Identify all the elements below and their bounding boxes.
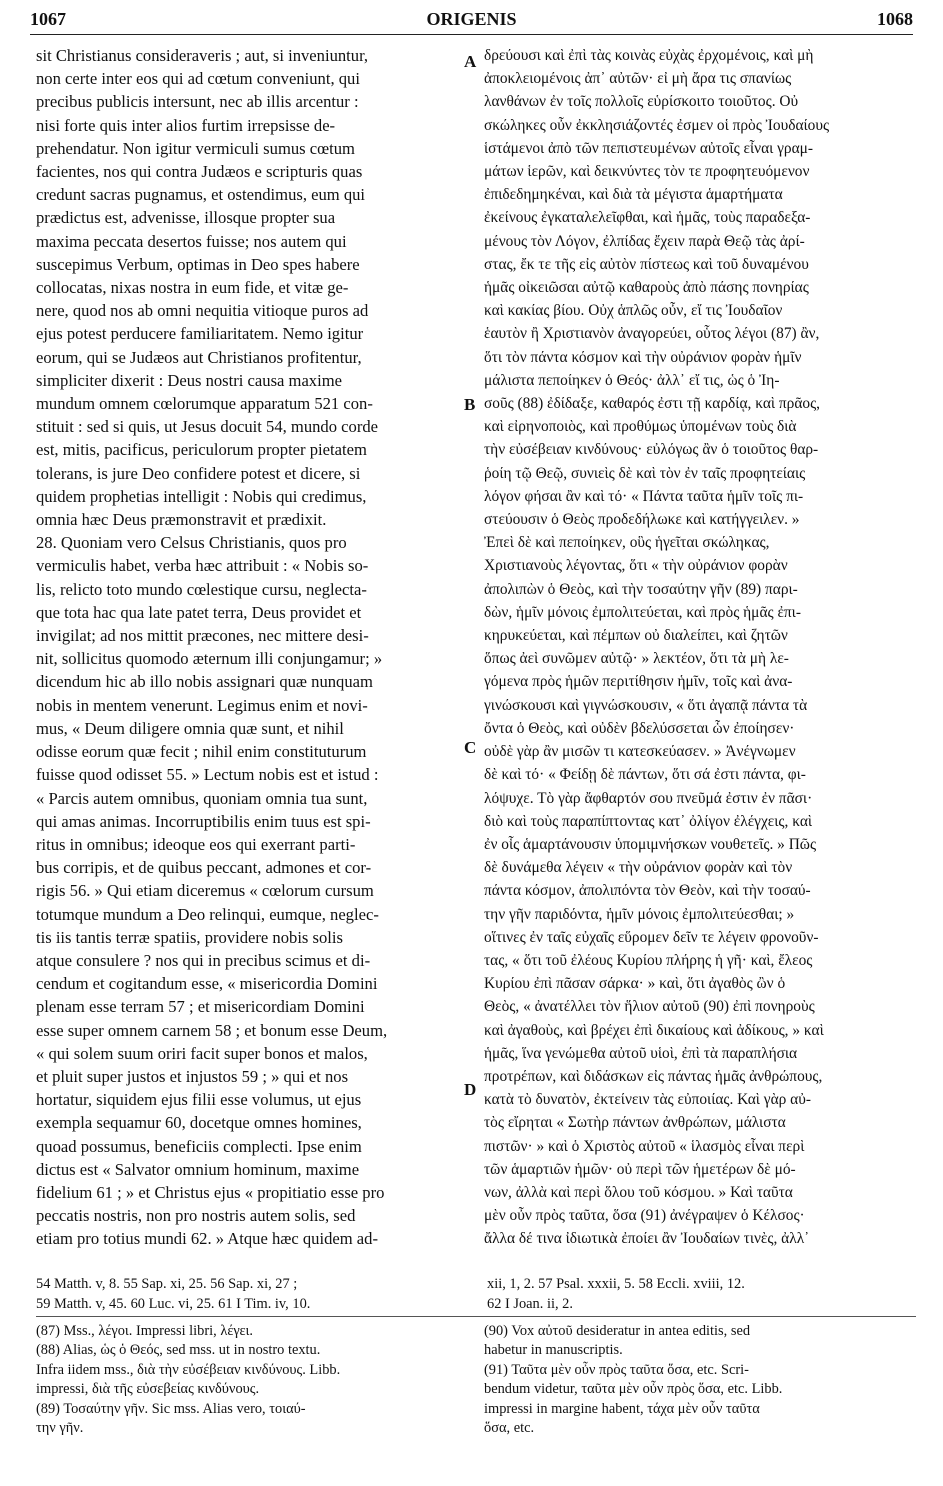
scripture-ref-line: 62 I Joan. ii, 2. — [487, 1296, 573, 1312]
text-line: δὲ καὶ τό· « Φείδῃ δὲ πάντων, ὅτι σά ἐστι πάντα, φι- — [484, 766, 806, 784]
text-line: bus corripis, et de quibus peccant, admones et cor- — [36, 858, 372, 878]
text-line: ritus in omnibus; ideoque eos qui exerrant parti- — [36, 834, 356, 854]
text-line: δὲ δυνάμεθα λέγειν « τὴν οὐράνιον φορὰν καὶ τὸν — [484, 859, 793, 877]
text-line: « Parcis autem omnibus, quoniam omnia tua sunt, — [36, 788, 368, 808]
scripture-refs-right — [487, 1274, 916, 1314]
notes-rule — [36, 1316, 916, 1317]
text-line: διὸ καὶ τοὺς παραπίπτοντας κατ᾿ ὀλίγον ἐλέγχεις, καὶ — [484, 812, 813, 830]
text-line: σοῦς (88) ἐδίδαξε, καθαρός ἐστι τῇ καρδίᾳ, καὶ πρᾶος, — [484, 395, 821, 413]
text-line: ἐν οἷς ἁμαρτάνουσιν ὑπομιμνήσκων νουθετεῖς. » Πῶς — [484, 835, 817, 853]
text-line: et pluit super justos et injustos 59 ; » qui et nos — [36, 1066, 349, 1086]
text-line: τῶν ἁμαρτιῶν ἡμῶν· οὐ περὶ τῶν ἡμετέρων δὲ μό- — [484, 1160, 796, 1178]
text-line: γόμενα πρὸς ἡμῶν περιτίθησιν ἡμῖν, τοῖς καὶ ἀνα- — [484, 673, 793, 691]
note-line: Infra iidem mss., διὰ τὴν εὐσέβειαν κινδύνους. Libb. — [36, 1361, 341, 1378]
section-marker-d: D — [464, 1080, 477, 1099]
text-line: fuisse quod odisset 55. » Lectum nobis est et istud : — [36, 765, 379, 785]
greek-column — [484, 44, 914, 1251]
note-line: (89) Τοσαύτην γῆν. Sic mss. Alias vero, τοιαύ- — [36, 1400, 306, 1417]
text-line: prædictus est, advenisse, illosque propter sua — [36, 208, 336, 228]
text-line: μένους τὸν Λόγον, ἐλπίδας ἔχειν παρὰ Θεῷ τὰς ἀρί- — [484, 232, 805, 250]
text-line: σκώληκες οὖν ἐκκλησιάζοντές ἐσμεν οἱ πρὸς Ἰουδαίους — [484, 116, 830, 134]
text-line: nit, sollicitus quomodo æternum illi conjungamur; » — [36, 649, 383, 669]
text-line: nobis in mentem venerunt. Legimus enim et novi- — [36, 695, 368, 715]
section-marker-c: C — [464, 738, 477, 757]
latin-column — [36, 44, 464, 1251]
text-line: ἀποκλειομένοις ἀπ᾿ αὐτῶν· εἰ μὴ ἄρα τις σπανίως — [484, 70, 792, 88]
editorial-notes-right — [484, 1322, 914, 1438]
text-line: hortatur, siquidem ejus filii esse volumus, ut ejus — [36, 1090, 362, 1110]
scripture-ref-line: xii, 1, 2. 57 Psal. xxxii, 5. 58 Eccli. xviii, 12. — [487, 1276, 745, 1292]
text-line: δὼν, ἡμῖν μόνοις ἐμπολιτεύεται, καὶ πρὸς ἡμᾶς ἐπι- — [484, 603, 801, 621]
text-line: την γῆν παριδόντα, ἡμῖν μόνοις ἐμπολιτεύεσθαι; » — [484, 905, 795, 923]
note-line: impressi in margine habent, τάχα μὲν οὖν ταῦτα — [484, 1400, 760, 1417]
text-line: νων, ἀλλὰ καὶ περὶ ὅλου τοῦ κόσμου. » Καὶ ταῦτα — [484, 1183, 793, 1201]
text-line: vermiculis habet, verba hæc attribuit : « Nobis so- — [36, 556, 369, 576]
text-line: « qui solem suum oriri facit super bonos et malos, — [36, 1043, 368, 1063]
text-line: καὶ κακίας βίου. Οὐχ ἁπλῶς οὖν, εἴ τις Ἰουδαῖον — [484, 302, 783, 320]
text-line: μάλιστα πεποίηκεν ὁ Θεός· ἀλλ᾿ εἴ τις, ὡς ὁ Ἰη- — [484, 371, 780, 389]
text-line: mundum omnem cœlorumque apparatum 521 con- — [36, 394, 373, 414]
text-line: collocatas, nixas nostra in eum fide, et vitæ ge- — [36, 278, 349, 298]
text-line: δρεύουσι καὶ ἐπὶ τὰς κοινὰς εὐχὰς ἐρχομένοις, καὶ μὴ — [484, 47, 814, 64]
text-line: μὲν οὖν πρὸς ταῦτα, ὅσα (91) ἀνέγραψεν ὁ Κέλσος· — [484, 1207, 805, 1225]
note-line: habetur in manuscriptis. — [484, 1342, 623, 1359]
text-line: nisi forte quis inter alios furtim irrepsisse de- — [36, 115, 336, 135]
text-line: τας, « ὅτι τοῦ ἐλέους Κυρίου πλήρης ἡ γῆ· καὶ, ἔλεος — [484, 951, 813, 969]
text-line: λανθάνων ἐν τοῖς πολλοῖς εὑρίσκοιτο τοιοῦτος. Οὐ — [484, 93, 799, 111]
text-line: est, mitis, pacificus, periculorum propter pietatem — [36, 440, 367, 460]
text-line: Χριστιανοὺς λέγοντας, ὅτι « τὴν οὐράνιον φορὰν — [484, 557, 788, 575]
text-line: etiam pro totius mundi 62. » Atque hæc quidem ad- — [36, 1229, 378, 1249]
text-line: πιστῶν· » καὶ ὁ Χριστὸς αὐτοῦ « ἱλασμὸς εἶναι περὶ — [484, 1137, 805, 1155]
text-line: suscepimus Verbum, optimas in Deo spes habere — [36, 254, 360, 274]
text-line: lis, relicto toto mundo cœlestique cursu, neglecta- — [36, 579, 367, 599]
note-line: (91) Ταῦτα μὲν οὖν πρὸς ταῦτα ὅσα, etc. Scri- — [484, 1361, 749, 1378]
section-marker-b: B — [464, 395, 476, 414]
text-line: esse super omnem carnem 58 ; et bonum esse Deum, — [36, 1020, 388, 1040]
text-line: μάτων ἱερῶν, καὶ δεικνύντες τὸν τε προφητευόμενον — [484, 163, 810, 181]
text-line: maxima peccata desertos fuisse; nos autem qui — [36, 231, 347, 251]
scripture-ref-line: 54 Matth. v, 8. 55 Sap. xi, 25. 56 Sap. xi, 27 ; — [36, 1276, 298, 1292]
text-line: γινώσκουσι καὶ γιγνώσκουσιν, « ὅτι ἀγαπᾷ πάντα τὰ — [484, 696, 808, 714]
text-line: quidem prophetias intelligit : Nobis qui credimus, — [36, 486, 367, 506]
text-line: precibus publicis intersunt, nec ab illis arcentur : — [36, 92, 359, 112]
text-line: κατὰ τὸ δυνατὸν, ἐκτείνειν τὰς εὐποιίας. Καὶ γὰρ αὐ- — [484, 1091, 811, 1109]
text-line: atque consulere ? nos qui in precibus scimus et di- — [36, 950, 371, 970]
text-line: odisse eorum quæ fecit ; nihil enim constituturum — [36, 742, 367, 762]
text-line: 28. Quoniam vero Celsus Christianis, quos pro — [36, 533, 347, 553]
text-line: quoad possumus, beneficiis complecti. Ipse enim — [36, 1136, 362, 1156]
text-line: tis iis tantis terræ spatiis, providere nobis solis — [36, 927, 343, 947]
scripture-references — [36, 1274, 916, 1314]
running-title: ORIGENIS — [426, 8, 517, 29]
text-line: τὸς εἴρηται « Σωτὴρ πάντων ἀνθρώπων, μάλιστα — [484, 1114, 786, 1132]
text-line: οἵτινες ἐν ταῖς εὐχαῖς εὕρομεν δεῖν τε λέγειν φρονοῦν- — [484, 928, 819, 946]
text-line: ἑαυτὸν ἢ Χριστιανὸν ἀναγορεύει, οὗτος λέγοι (87) ἂν, — [484, 325, 820, 343]
text-line: plenam esse terram 57 ; et misericordiam Domini — [36, 997, 365, 1017]
note-line: bendum videtur, ταῦτα μὲν οὖν πρὸς ὅσα, etc. Libb. — [484, 1381, 783, 1398]
text-line: ὅτι τὸν πάντα κόσμον καὶ τὴν οὐράνιον φορὰν ἡμῖν — [484, 348, 802, 366]
scripture-refs-left — [36, 1274, 465, 1314]
text-line: credunt sacras pugnamus, et ostendimus, eum qui — [36, 185, 366, 205]
page-header — [30, 6, 913, 32]
text-line: λόγον φήσαι ἂν καὶ τό· « Πάντα ταῦτα ἡμῖν τοῖς πι- — [484, 487, 804, 505]
editorial-notes-left — [36, 1322, 466, 1438]
text-line: dicendum hic ab illo nobis assignari quæ nunquam — [36, 672, 373, 692]
note-line: ὅσα, etc. — [484, 1420, 535, 1437]
text-line: mus, « Deum diligere omnia quæ sunt, et nihil — [36, 718, 344, 738]
text-line: nere, quod nos ab omni nequitia vitioque puros ad — [36, 301, 369, 321]
text-line: κηρυκεύεται, καὶ πέμπων οὐ διαλείπει, καὶ ζητῶν — [484, 627, 788, 645]
text-line: ἄλλα δέ τινα ἰδιωτικὰ ἐποίει ἂν Ἰουδαίων τινὲς, ἀλλ᾿ — [484, 1230, 810, 1248]
text-line: tolerans, is jure Deo confidere potest et dicere, si — [36, 463, 361, 483]
text-line: προτρέπων, καὶ διδάσκων εἰς πάντας ἡμᾶς ἀνθρώπους, — [484, 1067, 823, 1085]
text-line: τὴν εὐσέβειαν κινδύνους· εὐλόγως ἂν ὁ τοιοῦτος θαρ- — [484, 441, 819, 459]
text-line: sit Christianus consideraveris ; aut, si inveniuntur, — [36, 46, 369, 65]
header-rule — [30, 34, 913, 35]
text-line: ἀπολιπὼν ὁ Θεὸς, καὶ τὴν τοσαύτην γῆν (89) παρι- — [484, 580, 798, 598]
note-line: (90) Vox αὐτοῦ desideratur in antea editis, sed — [484, 1323, 751, 1339]
text-line: exempla sequamur 60, docetque omnes homines, — [36, 1113, 362, 1133]
text-line: ἐκείνους ἐγκαταλελεῖφθαι, καὶ ἡμᾶς, τοὺς παραδεξα- — [484, 209, 811, 227]
text-line: ὄντα ὁ Θεὸς, καὶ οὐδὲν βδελύσσεται ὧν ἐποίησεν· — [484, 719, 795, 737]
text-line: totumque mundum a Deo relinqui, eumque, neglec- — [36, 904, 379, 924]
text-line: ἡμᾶς, ἵνα γενώμεθα αὐτοῦ υἱοὶ, ἐπὶ τὰ παραπλήσια — [484, 1044, 798, 1062]
text-line: ἱστάμενοι ἀπὸ τῶν πεπιστευμένων αὐτοῖς εἶναι γραμ- — [484, 139, 814, 157]
text-line: facientes, nos qui contra Judæos e scripturis quas — [36, 162, 363, 182]
text-line: ῥοίη τῷ Θεῷ, συνιεὶς δὲ καὶ τὸν ἐν ταῖς προφητείαις — [484, 464, 806, 482]
text-line: qui amas animas. Incorruptibilis enim tuus est spi- — [36, 811, 371, 831]
text-line: καὶ εἰρηνοποιὸς, καὶ προθύμως ὑπομένων τοὺς διὰ — [484, 418, 797, 436]
section-marker-a: A — [464, 52, 477, 71]
text-line: ejus potest perducere familiaritatem. Nemo igitur — [36, 324, 364, 344]
text-line: dictus est « Salvator omnium hominum, maxime — [36, 1159, 360, 1179]
text-line: peccatis nostris, non pro nostris autem solis, sed — [36, 1206, 356, 1226]
text-line: στας, ἔκ τε τῆς εἰς αὐτὸν πίστεως καὶ τοῦ δυναμένου — [484, 255, 809, 273]
text-line: ἐπιδεδημηκέναι, καὶ διὰ τὰ μέγιστα ἁμαρτήματα — [484, 186, 783, 204]
text-line: prehendatur. Non igitur vermiculi sumus cœtum — [36, 138, 355, 158]
text-line: que tota hac qua late patet terra, Deus providet et — [36, 602, 362, 622]
text-line: fidelium 61 ; » et Christus ejus « propitiatio esse pro — [36, 1182, 385, 1202]
text-line: λόψυχε. Τὸ γὰρ ἄφθαρτόν σου πνεῦμά ἐστιν ἐν πᾶσι· — [484, 789, 813, 807]
text-line: Ἐπεὶ δὲ καὶ πεποίηκεν, οὓς ἡγεῖται σκώληκας, — [484, 534, 770, 552]
page-number-left: 1067 — [30, 8, 66, 29]
text-line: οὐδὲ γὰρ ἂν μισῶν τι κατεσκεύασεν. » Ἀνέγνωμεν — [484, 743, 796, 761]
text-line: cendum et cogitandum esse, « misericordia Domini — [36, 974, 378, 994]
text-line: πάντα κόσμον, ἀπολιπόντα τὸν Θεὸν, καὶ τὴν τοσαύ- — [484, 882, 811, 900]
text-line: Κυρίου ἐπὶ πᾶσαν σάρκα· » καὶ, ὅτι ἀγαθὸς ὢν ὁ — [484, 975, 786, 993]
text-line: non certe inter eos qui ad cœtum conveniunt, qui — [36, 69, 360, 89]
text-line: ἡμᾶς οἰκειῶσαι αὐτῷ καθαροὺς ἀπὸ πάσης πονηρίας — [484, 279, 809, 297]
text-line: stituit : sed si quis, ut Jesus docuit 54, mundo corde — [36, 417, 379, 437]
text-line: ὅπως ἀεὶ συνῶμεν αὐτῷ· » λεκτέον, ὅτι τὰ μὴ λε- — [484, 650, 789, 668]
text-line: invigilat; ad nos mittit præcones, nec mittere desi- — [36, 626, 369, 646]
note-line: (87) Mss., λέγοι. Impressi libri, λέγει. — [36, 1323, 253, 1339]
text-line: eorum, qui se Judæos aut Christianos profitentur, — [36, 347, 362, 367]
text-line: omnia hæc Deus præmonstravit et prædixit. — [36, 510, 327, 530]
text-line: Θεὸς, « ἀνατέλλει τὸν ἥλιον αὐτοῦ (90) ἐπὶ πονηροὺς — [484, 998, 815, 1016]
text-line: στεύουσιν ὁ Θεὸς προδεδήλωκε καὶ κατήγγειλεν. » — [484, 511, 800, 529]
page-number-right: 1068 — [877, 8, 913, 29]
note-line: την γῆν. — [36, 1420, 84, 1437]
note-line: impressi, διὰ τῆς εὐσεβείας κινδύνους. — [36, 1381, 260, 1398]
text-line: rigis 56. » Qui etiam diceremus « cœlorum cursum — [36, 881, 374, 901]
scripture-ref-line: 59 Matth. v, 45. 60 Luc. vi, 25. 61 I Tim. iv, 10. — [36, 1296, 311, 1312]
note-line: (88) Alias, ὡς ὁ Θεός, sed mss. ut in nostro textu. — [36, 1342, 321, 1359]
text-line: καὶ ἀγαθοὺς, καὶ βρέχει ἐπὶ δικαίους καὶ ἀδίκους, » καὶ — [484, 1021, 824, 1039]
text-line: simpliciter dixerit : Deus nostri causa maxime — [36, 370, 342, 390]
